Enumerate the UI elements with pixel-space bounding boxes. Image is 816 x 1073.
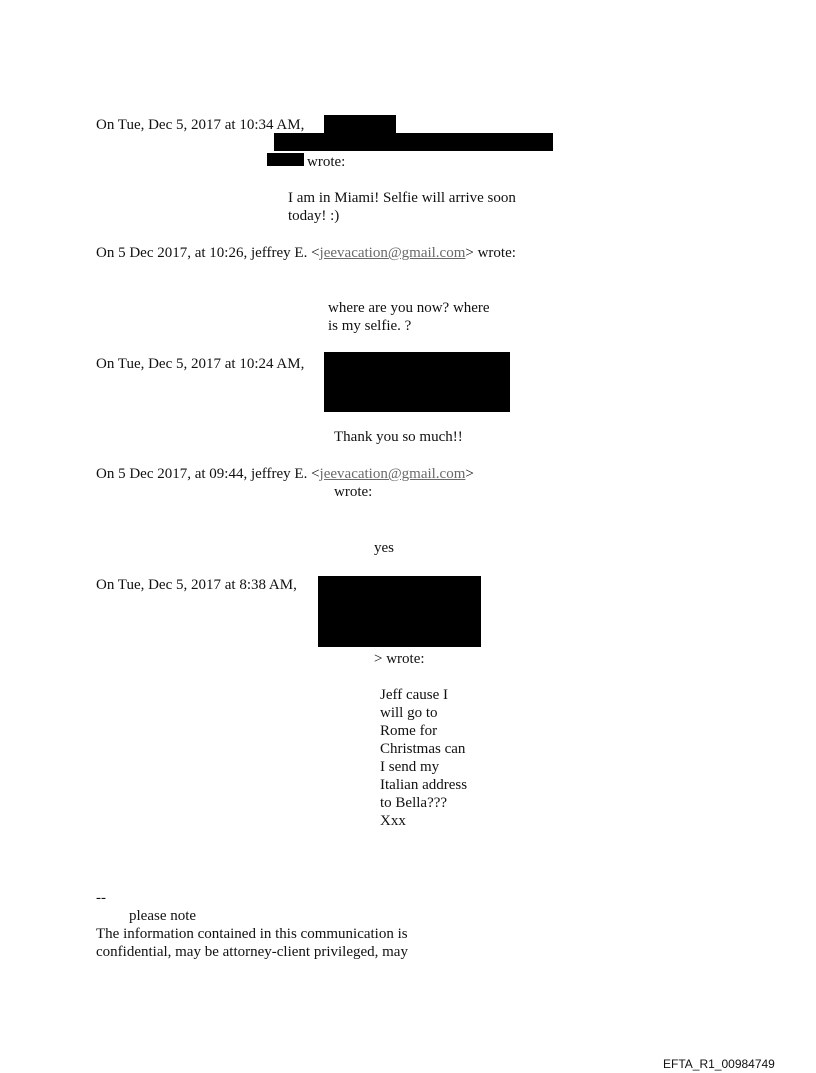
disclaimer-line: confidential, may be attorney-client privileged, may — [96, 944, 408, 960]
body-line: Christmas can — [380, 741, 466, 757]
header-5-wrote: > wrote: — [374, 651, 425, 667]
redaction-block — [324, 352, 510, 412]
message-body-4 — [374, 539, 394, 557]
header-1-wrote: wrote: — [307, 154, 346, 170]
redaction-block — [267, 153, 304, 166]
message-header-1 — [96, 116, 304, 134]
body-line: where are you now? where — [328, 300, 490, 316]
body-line: Jeff cause I — [380, 687, 449, 703]
header-3-text: On Tue, Dec 5, 2017 at 10:24 AM, — [96, 356, 305, 372]
message-body-2 — [328, 299, 490, 335]
body-line: I am in Miami! Selfie will arrive soon — [288, 190, 516, 206]
redaction-block — [324, 115, 396, 133]
disclaimer — [96, 925, 408, 961]
body-line: today! :) — [288, 208, 340, 224]
email-link[interactable]: jeevacation@gmail.com — [319, 466, 466, 482]
body-line: yes — [374, 540, 394, 556]
header-2-prefix: On 5 Dec 2017, at 10:26, jeffrey E. < — [96, 245, 320, 261]
message-body-1 — [288, 189, 516, 225]
redaction-block — [274, 133, 553, 151]
header-1-text: On Tue, Dec 5, 2017 at 10:34 AM, — [96, 117, 305, 133]
body-line: Italian address — [380, 777, 468, 793]
header-4-wrote: wrote: — [334, 484, 373, 500]
header-2-suffix: > wrote: — [465, 245, 516, 261]
message-body-5 — [380, 686, 467, 830]
document-id: EFTA_R1_00984749 — [663, 1057, 775, 1071]
email-link[interactable]: jeevacation@gmail.com — [319, 245, 466, 261]
header-5-text: On Tue, Dec 5, 2017 at 8:38 AM, — [96, 577, 297, 593]
body-line: will go to — [380, 705, 438, 721]
disclaimer-line: The information contained in this communication is — [96, 926, 408, 942]
signature-dashes: -- — [96, 890, 106, 906]
message-body-3 — [334, 428, 463, 446]
message-header-3 — [96, 355, 304, 373]
signature-note: please note — [129, 908, 197, 924]
header-4-suffix: > — [465, 466, 474, 482]
message-header-2 — [96, 244, 516, 262]
header-4-prefix: On 5 Dec 2017, at 09:44, jeffrey E. < — [96, 466, 320, 482]
body-line: Thank you so much!! — [334, 429, 463, 445]
body-line: Xxx — [380, 813, 406, 829]
body-line: to Bella??? — [380, 795, 448, 811]
redaction-block — [318, 576, 481, 647]
body-line: Rome for — [380, 723, 438, 739]
body-line: is my selfie. ? — [328, 318, 412, 334]
message-header-5 — [96, 576, 297, 594]
body-line: I send my — [380, 759, 440, 775]
message-header-4 — [96, 465, 474, 483]
